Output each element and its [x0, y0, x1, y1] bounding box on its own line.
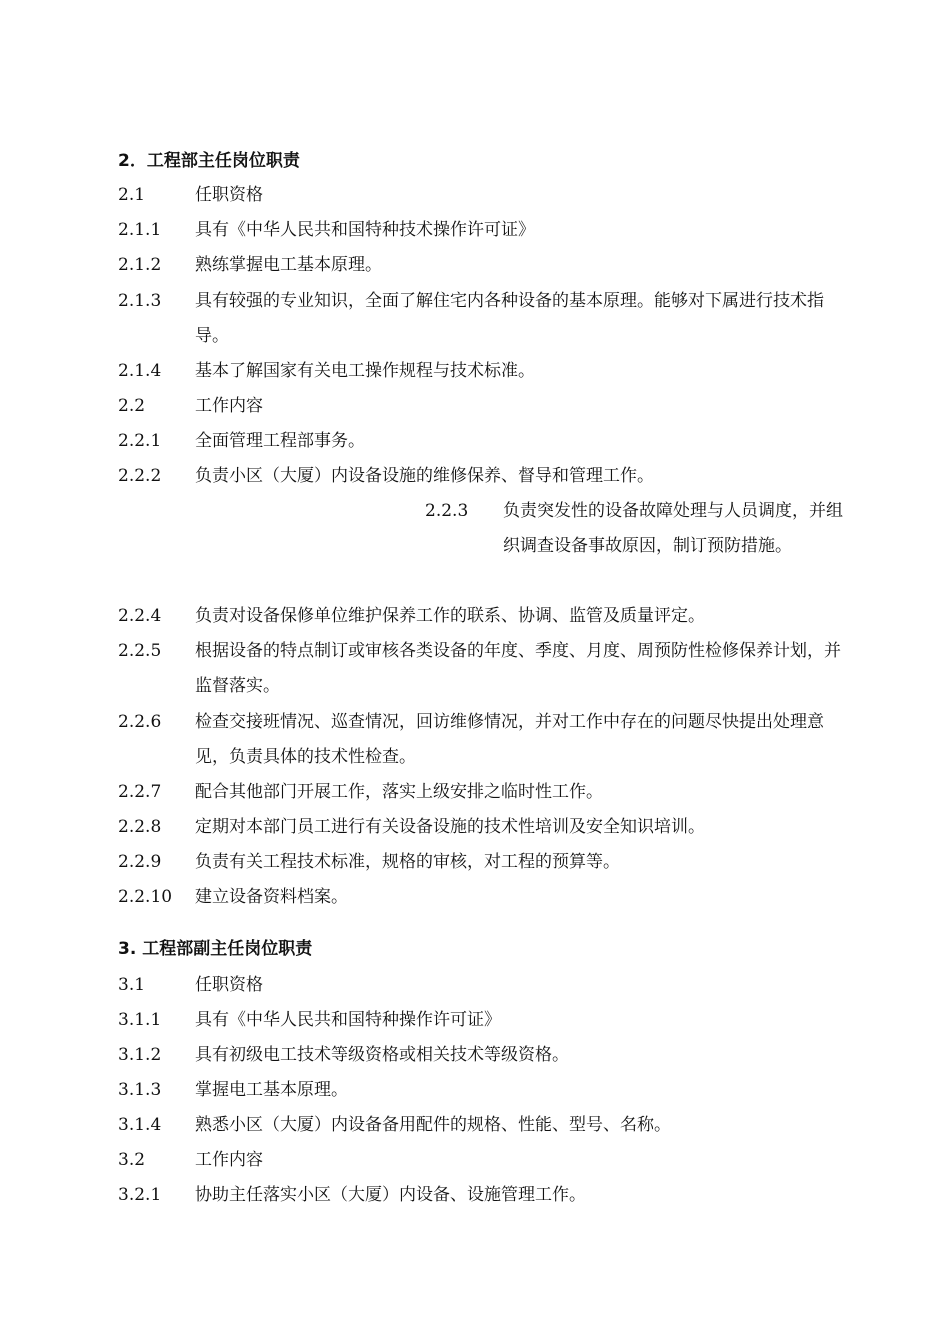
section-2-title: 2．工程部主任岗位职责: [118, 151, 300, 171]
item-number: 3.1: [118, 975, 146, 995]
item-number: 2.2: [118, 396, 146, 416]
item-number: 2.2.10: [118, 887, 173, 907]
item-text: 定期对本部门员工进行有关设备设施的技术性培训及安全知识培训。: [195, 817, 705, 837]
item-number: 2.2.4: [118, 606, 162, 626]
item-number: 2.2.8: [118, 817, 162, 837]
item-number: 2.1: [118, 185, 146, 205]
item-number: 2.1.1: [118, 220, 162, 240]
item-text: 配合其他部门开展工作，落实上级安排之临时性工作。: [195, 782, 603, 802]
item-number: 2.1.3: [118, 291, 162, 311]
item-text: 检查交接班情况、巡查情况，回访维修情况，并对工作中存在的问题尽快提出处理意见，负责具体的技术性检查。: [195, 712, 824, 767]
item-number: 2.1.4: [118, 361, 162, 381]
item-number: 2.2.5: [118, 641, 162, 661]
item-number: 3.1.2: [118, 1045, 162, 1065]
item-text: 协助主任落实小区（大厦）内设备、设施管理工作。: [195, 1185, 586, 1205]
item-text: 负责小区（大厦）内设备设施的维修保养、督导和管理工作。: [195, 466, 654, 486]
item-number: 3.2: [118, 1150, 146, 1170]
item-number: 2.1.2: [118, 255, 162, 275]
item-text: 根据设备的特点制订或审核各类设备的年度、季度、月度、周预防性检修保养计划，并监督落实。: [195, 641, 841, 696]
item-number: 2.2.7: [118, 782, 162, 802]
item-text: 具有《中华人民共和国特种操作许可证》: [195, 1010, 501, 1030]
item-text: 工作内容: [195, 1150, 263, 1170]
section-3-title: 3. 工程部副主任岗位职责: [118, 939, 313, 959]
item-text: 负责突发性的设备故障处理与人员调度，并组织调查设备事故原因，制订预防措施。: [503, 501, 843, 556]
item-number: 2.2.6: [118, 712, 162, 732]
item-text: 工作内容: [195, 396, 263, 416]
item-text: 掌握电工基本原理。: [195, 1080, 348, 1100]
item-text: 全面管理工程部事务。: [195, 431, 365, 451]
item-text: 建立设备资料档案。: [195, 887, 348, 907]
item-number: 2.2.9: [118, 852, 162, 872]
item-number: 3.1.3: [118, 1080, 162, 1100]
item-text: 熟练掌握电工基本原理。: [195, 255, 382, 275]
item-text: 负责有关工程技术标准，规格的审核，对工程的预算等。: [195, 852, 620, 872]
item-number: 3.2.1: [118, 1185, 162, 1205]
item-text: 任职资格: [195, 185, 263, 205]
item-text: 具有初级电工技术等级资格或相关技术等级资格。: [195, 1045, 569, 1065]
item-number: 2.2.3: [425, 501, 469, 521]
item-text: 负责对设备保修单位维护保养工作的联系、协调、监管及质量评定。: [195, 606, 705, 626]
item-text: 任职资格: [195, 975, 263, 995]
item-text: 具有《中华人民共和国特种技术操作许可证》: [195, 220, 535, 240]
item-text: 具有较强的专业知识，全面了解住宅内各种设备的基本原理。能够对下属进行技术指导。: [195, 291, 824, 346]
item-number: 2.2.1: [118, 431, 162, 451]
item-number: 3.1.1: [118, 1010, 162, 1030]
item-number: 2.2.2: [118, 466, 162, 486]
item-number: 3.1.4: [118, 1115, 162, 1135]
item-text: 熟悉小区（大厦）内设备备用配件的规格、性能、型号、名称。: [195, 1115, 671, 1135]
item-text: 基本了解国家有关电工操作规程与技术标准。: [195, 361, 535, 381]
